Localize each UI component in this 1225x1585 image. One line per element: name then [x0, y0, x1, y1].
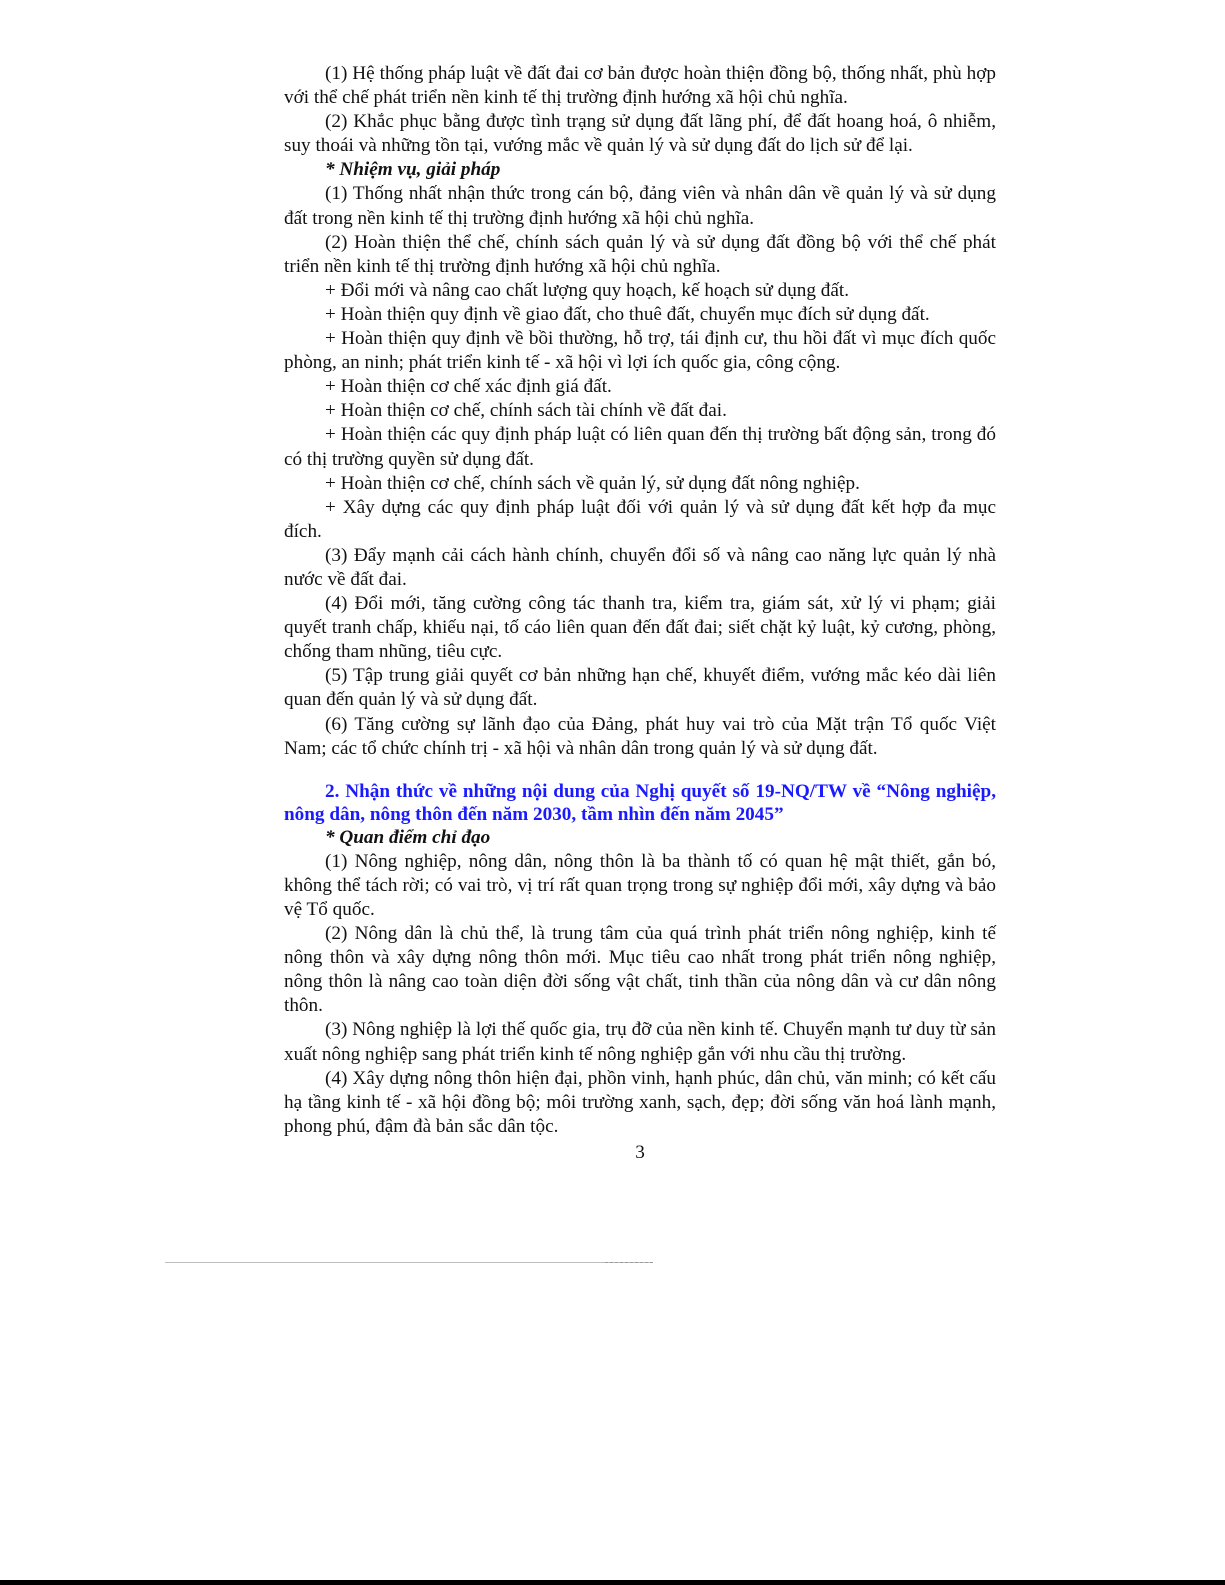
paragraph: + Hoàn thiện cơ chế, chính sách tài chính về đất đai. [325, 400, 727, 422]
page-number: 3 [635, 1141, 645, 1163]
paragraph: + Xây dựng các quy định pháp luật đối với quản lý và sử dụng đất kết hợp đa mục đích. [284, 496, 996, 542]
paragraph: (2) Hoàn thiện thể chế, chính sách quản lý và sử dụng đất đồng bộ với thể chế phát triển nền kinh tế thị trường định hướng xã hội chủ nghĩa. [284, 231, 996, 277]
paragraph: + Đổi mới và nâng cao chất lượng quy hoạch, kế hoạch sử dụng đất. [325, 279, 850, 301]
document-page [284, 62, 996, 1165]
paragraph: (1) Thống nhất nhận thức trong cán bộ, đảng viên và nhân dân về quản lý và sử dụng đất trong nền kinh tế thị trường định hướng xã hội chủ nghĩa. [284, 183, 996, 229]
paragraph: (3) Nông nghiệp là lợi thế quốc gia, trụ đỡ của nền kinh tế. Chuyển mạnh tư duy từ sản xuất nông nghiệp sang phát triển kinh tế nông nghiệp gắn với nhu cầu thị trường. [284, 1019, 996, 1065]
paragraph: (3) Đẩy mạnh cải cách hành chính, chuyển đổi số và nâng cao năng lực quản lý nhà nước về đất đai. [284, 544, 996, 590]
subsection-title: * Nhiệm vụ, giải pháp [325, 159, 501, 181]
document-body [284, 62, 996, 1139]
footer-divider [165, 1262, 653, 1263]
paragraph: (2) Khắc phục bằng được tình trạng sử dụng đất lãng phí, để đất hoang hoá, ô nhiễm, suy thoái và những tồn tại, vướng mắc về quản lý và sử dụng đất do lịch sử để lại. [284, 111, 996, 157]
paragraph: (6) Tăng cường sự lãnh đạo của Đảng, phát huy vai trò của Mặt trận Tổ quốc Việt Nam; các tổ chức chính trị - xã hội và nhân dân trong quản lý và sử dụng đất. [284, 713, 996, 759]
footer-divider-tail [605, 1262, 653, 1263]
bottom-edge-bar [0, 1580, 1225, 1585]
paragraph: (5) Tập trung giải quyết cơ bản những hạn chế, khuyết điểm, vướng mắc kéo dài liên quan đến quản lý và sử dụng đất. [284, 665, 996, 711]
paragraph: (1) Hệ thống pháp luật về đất đai cơ bản được hoàn thiện đồng bộ, thống nhất, phù hợp với thể chế phát triển nền kinh tế thị trường định hướng xã hội chủ nghĩa. [284, 63, 996, 109]
paragraph: + Hoàn thiện cơ chế, chính sách về quản lý, sử dụng đất nông nghiệp. [325, 472, 860, 494]
section-heading: 2. Nhận thức về những nội dung của Nghị quyết số 19-NQ/TW về “Nông nghiệp, nông dân, nông thôn đến năm 2030, tầm nhìn đến năm 2045” [284, 780, 996, 825]
subsection-title: * Quan điểm chỉ đạo [325, 826, 491, 848]
paragraph: + Hoàn thiện các quy định pháp luật có liên quan đến thị trường bất động sản, trong đó có thị trường quyền sử dụng đất. [284, 424, 996, 470]
paragraph: (1) Nông nghiệp, nông dân, nông thôn là ba thành tố có quan hệ mật thiết, gắn bó, không thể tách rời; có vai trò, vị trí rất quan trọng trong sự nghiệp đổi mới, xây dựng và bảo vệ Tổ quốc. [284, 850, 996, 920]
paragraph: (4) Đổi mới, tăng cường công tác thanh tra, kiểm tra, giám sát, xử lý vi phạm; giải quyết tranh chấp, khiếu nại, tố cáo liên quan đến đất đai; siết chặt kỷ luật, kỷ cương, phòng, chống tham nhũng, tiêu cực. [284, 593, 996, 663]
paragraph: + Hoàn thiện cơ chế xác định giá đất. [325, 376, 612, 398]
paragraph: (2) Nông dân là chủ thể, là trung tâm của quá trình phát triển nông nghiệp, kinh tế nông thôn và xây dựng nông thôn mới. Mục tiêu cao nhất trong phát triển nông nghiệp, nông thôn là nâng cao toàn diện đời sống vật chất, tinh thần của nông dân và cư dân nông thôn. [284, 923, 996, 1017]
paragraph: + Hoàn thiện quy định về giao đất, cho thuê đất, chuyển mục đích sử dụng đất. [325, 303, 930, 325]
paragraph: + Hoàn thiện quy định về bồi thường, hỗ trợ, tái định cư, thu hồi đất vì mục đích quốc phòng, an ninh; phát triển kinh tế - xã hội vì lợi ích quốc gia, công cộng. [284, 328, 996, 374]
paragraph: (4) Xây dựng nông thôn hiện đại, phồn vinh, hạnh phúc, dân chủ, văn minh; có kết cấu hạ tầng kinh tế - xã hội đồng bộ; môi trường xanh, sạch, đẹp; đời sống văn hoá lành mạnh, phong phú, đậm đà bản sắc dân tộc. [284, 1067, 996, 1137]
